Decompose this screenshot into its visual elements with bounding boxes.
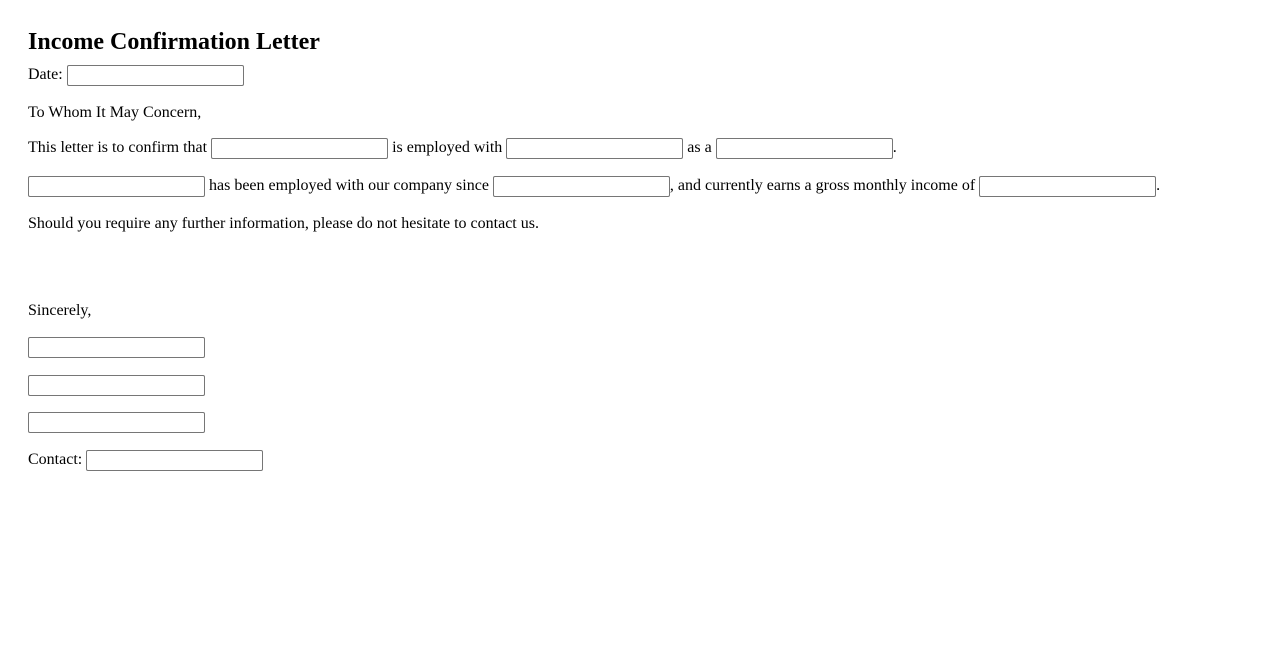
position-input[interactable] [716,138,893,159]
p1-text-c: as a [687,139,712,157]
contact-row [28,449,1250,471]
contact-input[interactable] [86,450,263,471]
signer-row-3 [28,412,1250,434]
p2-text-b: , and currently earns a gross monthly income of [669,177,976,195]
confirmation-paragraph-1 [28,138,1250,159]
page-title: Income Confirmation Letter [28,29,320,55]
sincerely-label: Sincerely, [28,302,92,319]
signer-name-input[interactable] [28,337,205,358]
spacer [28,251,1250,301]
signer-company-input[interactable] [28,412,205,433]
date-input[interactable] [67,65,244,86]
p2-text-a: has been employed with our company since [209,177,489,195]
confirmation-paragraph-2 [28,176,1250,197]
employee-name-input[interactable] [211,138,388,159]
p1-text-a: This letter is to confirm that [28,139,208,157]
p1-text-b: is employed with [392,139,503,157]
contact-label: Contact: [28,451,83,469]
signer-title-input[interactable] [28,375,205,396]
signer-row-2 [28,374,1250,396]
employee-name-2-input[interactable] [28,176,205,197]
monthly-income-input[interactable] [979,176,1156,197]
p1-end: . [892,139,897,157]
closing-text: Should you require any further information, please do not hesitate to contact us. [28,215,539,232]
date-row [28,65,1250,86]
signer-row-1 [28,336,1250,358]
company-input[interactable] [506,138,683,159]
p2-end: . [1156,177,1161,195]
date-label: Date: [28,66,63,84]
salutation: To Whom It May Concern, [28,104,202,121]
start-date-input[interactable] [493,176,670,197]
